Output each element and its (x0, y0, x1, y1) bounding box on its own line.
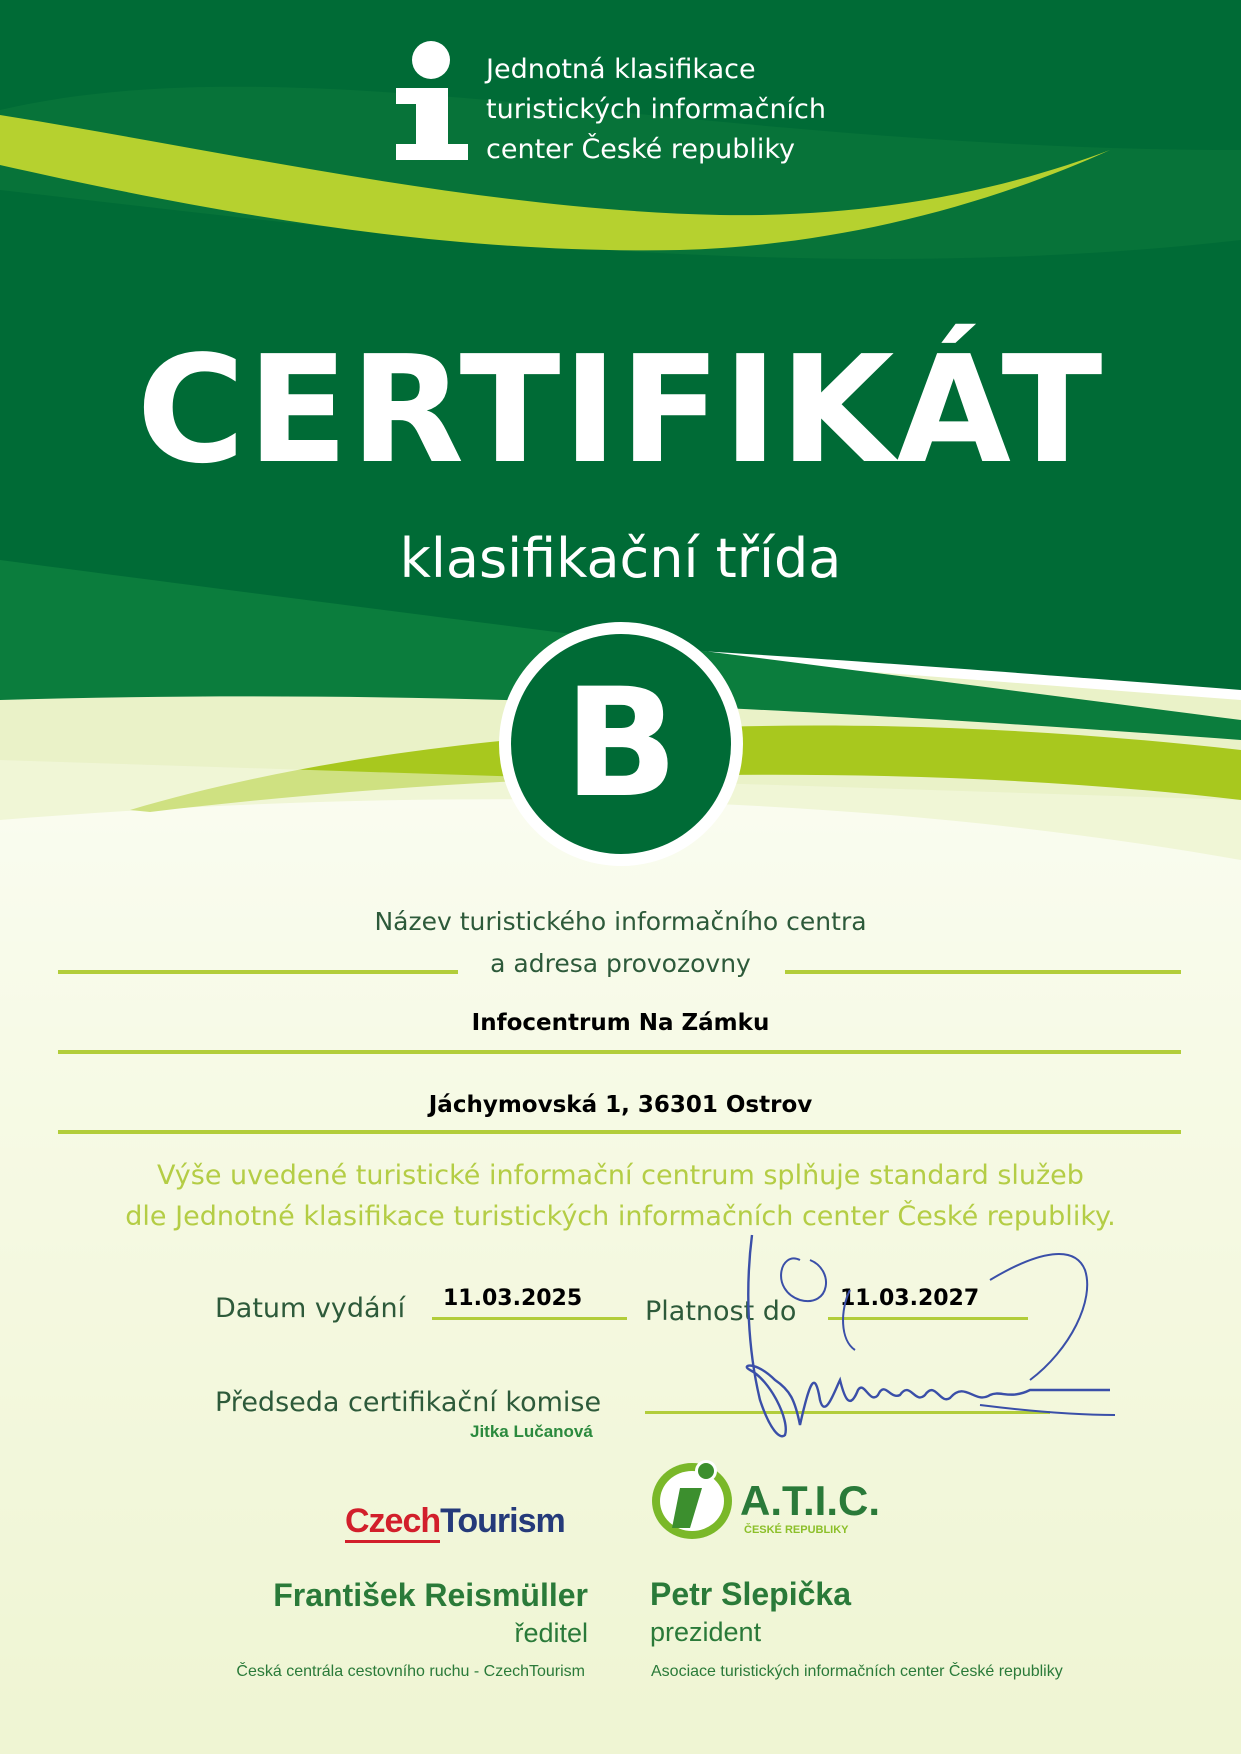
certificate-subtitle: klasifikační třída (399, 527, 842, 590)
center-name: Infocentrum Na Zámku (471, 1010, 770, 1036)
info-icon (392, 40, 472, 160)
class-letter: B (563, 657, 679, 831)
atic-logo-icon (650, 1453, 745, 1543)
czechtourism-logo-part-2: Tourism (440, 1502, 565, 1540)
signatory-right-role: prezident (650, 1617, 762, 1647)
header-line-2: turistických informačních (486, 94, 827, 125)
issue-date-label: Datum vydání (215, 1293, 406, 1324)
issue-date-value: 11.03.2025 (443, 1286, 583, 1311)
validity-value: 11.03.2027 (840, 1286, 980, 1311)
czechtourism-logo-part-1: Czech (345, 1502, 440, 1543)
atic-logo-subtext: ČESKÉ REPUBLIKY (744, 1524, 849, 1536)
divider-right (785, 970, 1181, 974)
divider-address (58, 1130, 1181, 1134)
czechtourism-logo (345, 1502, 565, 1541)
signatory-left-org: Česká centrála cestovního ruchu - CzechTourism (236, 1663, 585, 1680)
class-badge (499, 622, 743, 866)
validity-label: Platnost do (645, 1296, 797, 1327)
statement-line-1: Výše uvedené turistické informační centrum splňuje standard služeb (157, 1160, 1084, 1191)
center-label-line-1: Název turistického informačního centra (374, 907, 867, 936)
atic-logo-text: A.T.I.C. (740, 1477, 881, 1524)
header-line-1: Jednotná klasifikace (486, 54, 756, 85)
header-title (486, 50, 826, 170)
signatory-left-role: ředitel (514, 1618, 588, 1648)
center-label-line-2: a adresa provozovny (490, 949, 751, 978)
signatory-right-name: Petr Slepička (650, 1576, 851, 1612)
issue-date-line (432, 1317, 627, 1320)
signatory-left-name: František Reismüller (273, 1577, 588, 1613)
statement-line-2: dle Jednotné klasifikace turistických informačních center České republiky. (125, 1201, 1116, 1232)
committee-name: Jitka Lučanová (470, 1422, 593, 1441)
center-address: Jáchymovská 1, 36301 Ostrov (428, 1092, 813, 1118)
committee-label: Předseda certifikační komise (215, 1387, 602, 1418)
signatory-right-org: Asociace turistických informačních center České republiky (651, 1663, 1063, 1680)
divider-name (58, 1050, 1181, 1054)
header-line-3: center České republiky (486, 134, 796, 165)
certificate-title: CERTIFIKÁT (136, 324, 1105, 496)
signature-mark (740, 1230, 1120, 1460)
